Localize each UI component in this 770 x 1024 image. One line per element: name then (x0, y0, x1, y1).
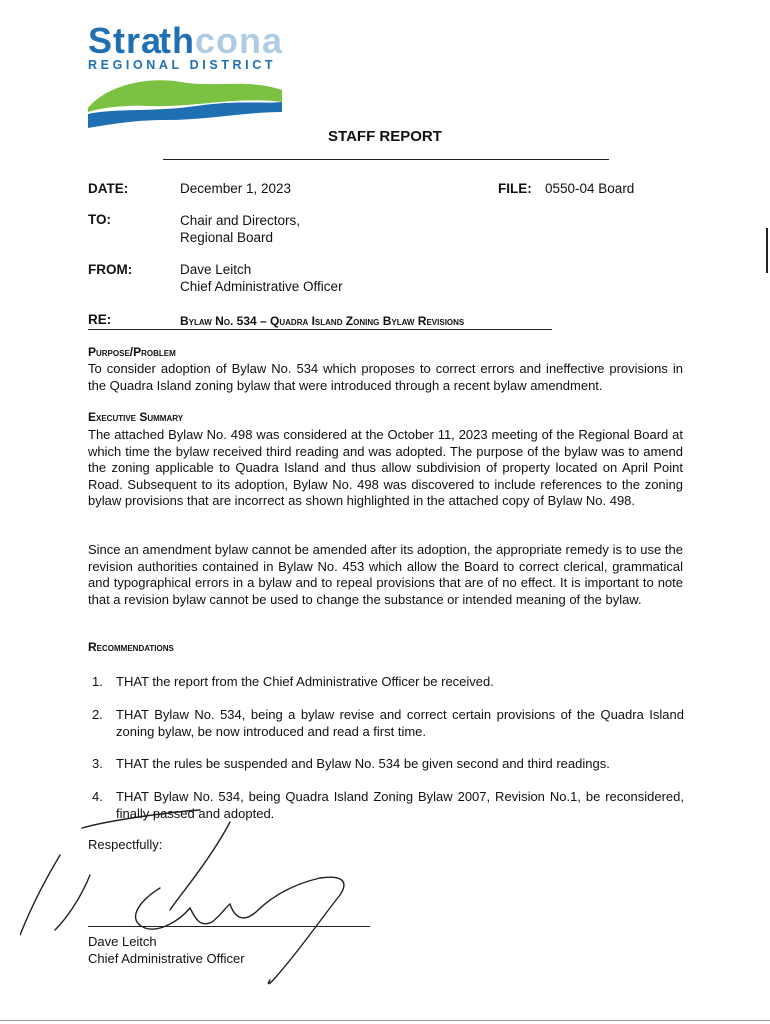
logo-wordmark: Strathcona (88, 20, 284, 61)
signatory-title: Chief Administrative Officer (88, 951, 245, 966)
signatory-name: Dave Leitch (88, 934, 157, 949)
date-value: December 1, 2023 (180, 181, 292, 196)
purpose-text: To consider adoption of Bylaw No. 534 which proposes to correct errors and ineffective provisions in the Quadra Island zoning bylaw that were introduced through a recent bylaw amendment. (88, 361, 683, 393)
title-divider (163, 159, 609, 160)
file-value: 0550-04 Board (545, 181, 635, 196)
to-label: TO: (88, 212, 111, 227)
recommendation-number: 4. (92, 789, 103, 804)
logo-subtitle: REGIONAL DISTRICT (88, 58, 277, 72)
summary-paragraph-1: The attached Bylaw No. 498 was considered at the October 11, 2023 meeting of the Regional Board at which time the bylaw received third reading and was adopted. The purpose of the bylaw was to amend the zoning applicable to Quadra Island and thus allow subdivision of property located on April Point Road. Subsequent to its adoption, Bylaw No. 498 was discovered to include references to the zoning bylaw provisions that are incorrect as shown highlighted in the attached copy of Bylaw No. 498. (88, 427, 683, 508)
recommendation-text: THAT the rules be suspended and Bylaw No. 534 be given second and third readings. (116, 756, 610, 771)
recommendation-text: THAT Bylaw No. 534, being Quadra Island Zoning Bylaw 2007, Revision No.1, be reconsidered, finally passed and adopted. (116, 789, 684, 821)
recommendation-item (92, 673, 684, 690)
recommendation-number: 2. (92, 707, 103, 722)
recommendation-number: 3. (92, 756, 103, 771)
purpose-heading: Purpose/Problem (88, 345, 176, 359)
re-subject: Bylaw No. 534 – Quadra Island Zoning Bylaw Revisions (180, 314, 465, 328)
summary-paragraph-2: Since an amendment bylaw cannot be amended after its adoption, the appropriate remedy is to use the revision authorities contained in Bylaw No. 453 which allow the Board to correct clerical, grammatical and typographical errors in a bylaw and to repeal provisions that are of no effect. It is important to note that a revision bylaw cannot be used to change the substance or intended meaning of the bylaw. (88, 542, 683, 607)
from-line-2: Chief Administrative Officer (180, 279, 343, 294)
logo-landscape-icon (86, 68, 286, 130)
summary-heading: Executive Summary (88, 410, 184, 424)
signature-line (88, 926, 370, 927)
report-title: STAFF REPORT (328, 128, 442, 145)
recommendation-text: THAT the report from the Chief Administrative Officer be received. (116, 674, 494, 689)
scan-edge-mark (766, 228, 768, 273)
file-label: FILE: (498, 181, 532, 196)
salutation: Respectfully: (88, 837, 163, 852)
to-line-2: Regional Board (180, 230, 274, 245)
recommendation-item (92, 706, 684, 740)
re-label: RE: (88, 312, 112, 327)
page-bottom-edge (0, 1020, 770, 1021)
recommendation-number: 1. (92, 674, 103, 689)
date-label: DATE: (88, 181, 129, 196)
from-label: FROM: (88, 262, 133, 277)
from-line-1: Dave Leitch (180, 262, 252, 277)
re-divider (88, 329, 552, 330)
recommendation-item (92, 755, 684, 772)
recommendations-heading: Recommendations (88, 640, 174, 654)
recommendation-text: THAT Bylaw No. 534, being a bylaw revise and correct certain provisions of the Quadra Island zoning bylaw, be now introduced and read a first time. (116, 707, 684, 739)
to-line-1: Chair and Directors, (180, 213, 301, 228)
